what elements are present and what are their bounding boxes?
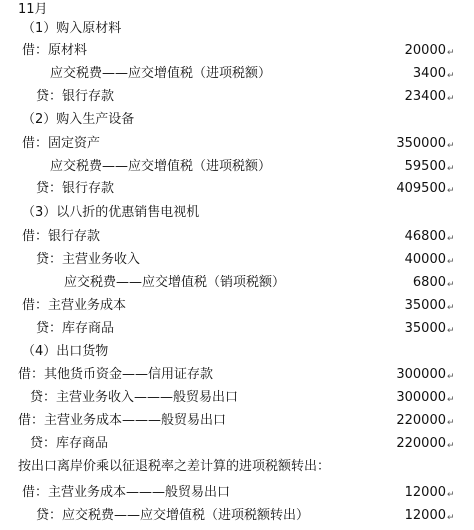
entry-amount: 35000 [404,298,446,313]
entry-account: 借：银行存款 [22,229,101,244]
entry-account: 贷：库存商品 [36,321,115,336]
entry-account: 应交税费——应交增值税（销项税额） [64,275,286,290]
entry-amount: 40000 [404,252,446,267]
section-heading: （2）购入生产设备 [22,112,135,127]
entry-amount: 46800 [404,229,446,244]
entry-amount: 12000 [404,485,446,500]
entry-account: 应交税费——应交增值税（进项税额） [50,66,272,81]
entry-account: 借：固定资产 [22,136,101,151]
entry-amount: 23400 [404,89,446,104]
paragraph-mark-icon: ↵ [447,48,455,58]
entry-amount: 35000 [404,321,446,336]
entry-account: 应交税费——应交增值税（进项税额） [50,159,272,174]
paragraph-mark-icon: ↵ [447,372,455,382]
entry-amount: 350000 [396,136,446,151]
entry-account: 贷：库存商品 [30,436,109,451]
paragraph-mark-icon: ↵ [447,513,455,523]
entry-amount: 300000 [396,367,446,382]
entry-account: 借：主营业务成本———般贸易出口 [18,413,227,428]
entry-account: 贷：主营业务收入 [36,252,141,267]
entry-amount: 409500 [396,181,446,196]
entry-account: 借：其他货币资金——信用证存款 [18,367,214,382]
entry-account: 借：主营业务成本———般贸易出口 [22,485,231,500]
paragraph-mark-icon: ↵ [447,490,455,500]
section-heading: （1）购入原材料 [22,21,122,36]
page-heading: 11月 [18,2,48,17]
entry-account: 借：主营业务成本 [22,298,127,313]
paragraph-mark-icon: ↵ [447,234,455,244]
entry-amount: 3400 [412,66,446,81]
paragraph-mark-icon: ↵ [447,94,455,104]
paragraph-mark-icon: ↵ [447,141,455,151]
entry-account: 贷：应交税费——应交增值税（进项税额转出） [36,508,310,523]
entry-amount: 59500 [404,159,446,174]
paragraph-mark-icon: ↵ [447,303,455,313]
entry-account: 贷：银行存款 [36,89,115,104]
entry-amount: 220000 [396,413,446,428]
section-heading: 按出口离岸价乘以征退税率之差计算的进项税额转出： [18,459,331,474]
section-heading: （3）以八折的优惠销售电视机 [22,205,200,220]
entry-account: 借：原材料 [22,43,88,58]
entry-account: 贷：主营业务收入———般贸易出口 [30,390,239,405]
entry-amount: 220000 [396,436,446,451]
entry-amount: 20000 [404,43,446,58]
paragraph-mark-icon: ↵ [447,164,455,174]
paragraph-mark-icon: ↵ [447,257,455,267]
paragraph-mark-icon: ↵ [447,326,455,336]
entry-amount: 300000 [396,390,446,405]
entry-amount: 6800 [412,275,446,290]
section-heading: （4）出口货物 [22,344,109,359]
paragraph-mark-icon: ↵ [447,418,455,428]
paragraph-mark-icon: ↵ [447,71,455,81]
entry-account: 贷：银行存款 [36,181,115,196]
paragraph-mark-icon: ↵ [447,186,455,196]
entry-amount: 12000 [404,508,446,523]
paragraph-mark-icon: ↵ [447,441,455,451]
paragraph-mark-icon: ↵ [447,280,455,290]
paragraph-mark-icon: ↵ [447,395,455,405]
